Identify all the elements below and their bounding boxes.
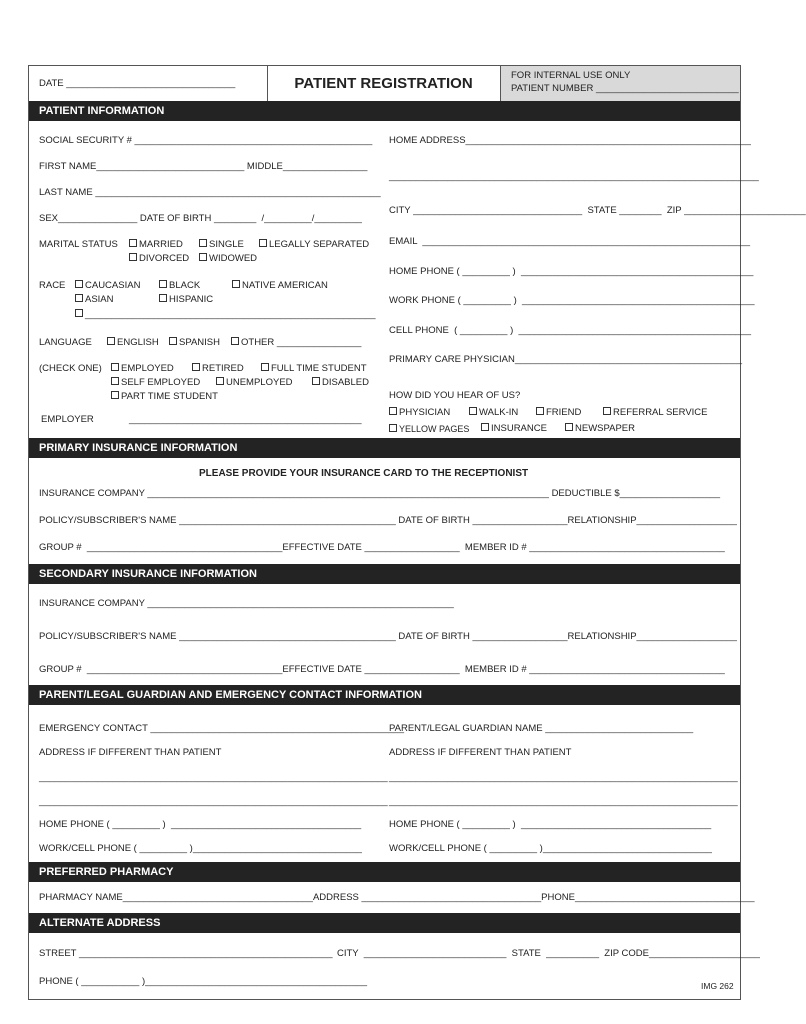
race-label: RACE	[39, 280, 66, 291]
form-title: PATIENT REGISTRATION	[294, 75, 473, 92]
checkbox-icon	[261, 363, 269, 371]
checkbox-icon	[107, 337, 115, 345]
checkbox-icon	[129, 253, 137, 261]
alternate-address-header: ALTERNATE ADDRESS	[29, 913, 740, 933]
address-right-label: ADDRESS IF DIFFERENT THAN PATIENT	[389, 747, 572, 758]
checkbox-icon	[75, 309, 83, 317]
pcp-field[interactable]: PRIMARY CARE PHYSICIAN___________________________________________	[389, 354, 743, 365]
option-yellow-pages[interactable]: YELLOW PAGES	[389, 423, 469, 435]
checkbox-icon	[259, 239, 267, 247]
option-self-employed[interactable]: SELF EMPLOYED	[111, 377, 200, 389]
marital-status-label: MARITAL STATUS	[39, 239, 118, 250]
option-insurance[interactable]: INSURANCE	[481, 423, 547, 435]
secondary-insurance-header: SECONDARY INSURANCE INFORMATION	[29, 564, 740, 584]
option-language-other[interactable]: OTHER ________________	[231, 337, 361, 349]
checkbox-icon	[169, 337, 177, 345]
option-english[interactable]: ENGLISH	[107, 337, 159, 349]
alt-street-field[interactable]: STREET ________________________________________________	[39, 948, 333, 959]
option-newspaper[interactable]: NEWSPAPER	[565, 423, 635, 435]
employer-field[interactable]: ____________________________________________	[129, 414, 362, 425]
option-spanish[interactable]: SPANISH	[169, 337, 220, 349]
option-asian[interactable]: ASIAN	[75, 294, 114, 306]
checkbox-icon	[216, 377, 224, 385]
first-name-field[interactable]: FIRST NAME____________________________ MIDDLE________________	[39, 161, 368, 172]
date-cell	[29, 66, 268, 101]
emergency-work-cell-field[interactable]: WORK/CELL PHONE ( _________ )________________________________	[39, 843, 362, 854]
checkbox-icon	[481, 423, 489, 431]
primary-company-field[interactable]: INSURANCE COMPANY ____________________________________________________________________________ DEDUCTIBLE $___________________	[39, 488, 721, 499]
secondary-policy-field[interactable]: POLICY/SUBSCRIBER'S NAME _________________________________________ DATE OF BIRTH __________________RELATIONSHIP___________________	[39, 631, 737, 642]
option-employed[interactable]: EMPLOYED	[111, 363, 174, 375]
option-disabled[interactable]: DISABLED	[312, 377, 369, 389]
checkbox-icon	[389, 424, 397, 432]
checkbox-icon	[565, 423, 573, 431]
emergency-home-phone-field[interactable]: HOME PHONE ( _________ ) ____________________________________	[39, 819, 362, 830]
option-widowed[interactable]: WIDOWED	[199, 253, 257, 265]
home-address-line2[interactable]: ______________________________________________________________________	[389, 171, 759, 182]
guardian-header: PARENT/LEGAL GUARDIAN AND EMERGENCY CONTACT INFORMATION	[29, 685, 740, 705]
checkbox-icon	[469, 407, 477, 415]
checkbox-icon	[199, 253, 207, 261]
home-address-field[interactable]: HOME ADDRESS______________________________________________________	[389, 135, 751, 146]
secondary-company-field[interactable]: INSURANCE COMPANY __________________________________________________________	[39, 598, 454, 609]
pharmacy-header: PREFERRED PHARMACY	[29, 862, 740, 882]
guardian-home-phone-field[interactable]: HOME PHONE ( _________ ) ____________________________________	[389, 819, 712, 830]
form-code: IMG 262	[701, 981, 734, 991]
email-field[interactable]: EMAIL ______________________________________________________________	[389, 236, 751, 247]
work-phone-field[interactable]: WORK PHONE ( _________ ) ____________________________________________	[389, 295, 755, 306]
city-state-zip-field[interactable]: CITY ________________________________ STATE ________ ZIP _______________________	[389, 205, 806, 216]
checkbox-icon	[536, 407, 544, 415]
option-married[interactable]: MARRIED	[129, 239, 183, 251]
option-legally-separated[interactable]: LEGALLY SEPARATED	[259, 239, 369, 251]
sex-dob-field[interactable]: SEX_______________ DATE OF BIRTH ________ /_________/_________	[39, 213, 362, 224]
option-part-time-student[interactable]: PART TIME STUDENT	[111, 391, 218, 403]
checkbox-icon	[159, 294, 167, 302]
checkbox-icon	[75, 294, 83, 302]
address-left-line2[interactable]: __________________________________________________________________	[39, 796, 388, 807]
check-one-label: (CHECK ONE)	[39, 363, 102, 374]
date-field[interactable]: DATE ________________________________	[39, 78, 236, 89]
checkbox-icon	[603, 407, 611, 415]
home-phone-field[interactable]: HOME PHONE ( _________ ) ____________________________________________	[389, 266, 754, 277]
checkbox-icon	[111, 363, 119, 371]
option-unemployed[interactable]: UNEMPLOYED	[216, 377, 293, 389]
primary-policy-field[interactable]: POLICY/SUBSCRIBER'S NAME _________________________________________ DATE OF BIRTH __________________RELATIONSHIP___________________	[39, 515, 737, 526]
option-divorced[interactable]: DIVORCED	[129, 253, 189, 265]
option-walk-in[interactable]: WALK-IN	[469, 407, 518, 419]
address-left-label: ADDRESS IF DIFFERENT THAN PATIENT	[39, 747, 222, 758]
checkbox-icon	[199, 239, 207, 247]
cell-phone-field[interactable]: CELL PHONE ( _________ ) ____________________________________________	[389, 325, 752, 336]
checkbox-icon	[111, 377, 119, 385]
address-right-line2[interactable]: __________________________________________________________________	[389, 796, 738, 807]
option-single[interactable]: SINGLE	[199, 239, 244, 251]
internal-use-box	[500, 66, 740, 101]
option-hispanic[interactable]: HISPANIC	[159, 294, 213, 306]
address-left-line1[interactable]: __________________________________________________________________	[39, 772, 388, 783]
checkbox-icon	[75, 280, 83, 288]
checkbox-icon	[231, 337, 239, 345]
language-label: LANGUAGE	[39, 337, 92, 348]
address-right-line1[interactable]: __________________________________________________________________	[389, 772, 738, 783]
employer-label: EMPLOYER	[41, 414, 94, 425]
insurance-card-note: PLEASE PROVIDE YOUR INSURANCE CARD TO THE RECEPTIONIST	[199, 468, 529, 479]
alt-city-state-zip-field[interactable]: CITY ___________________________ STATE __________ ZIP CODE_____________________	[337, 948, 760, 959]
checkbox-icon	[111, 391, 119, 399]
option-physician[interactable]: PHYSICIAN	[389, 407, 450, 419]
hear-of-us-label: HOW DID YOU HEAR OF US?	[389, 390, 521, 401]
option-retired[interactable]: RETIRED	[192, 363, 244, 375]
option-black[interactable]: BLACK	[159, 280, 200, 292]
patient-registration-form	[28, 65, 806, 1000]
option-race-other[interactable]: _______________________________________________________	[75, 309, 376, 321]
alt-phone-field[interactable]: PHONE ( ___________ )__________________________________________	[39, 976, 368, 987]
pharmacy-field[interactable]: PHARMACY NAME____________________________________ADDRESS __________________________________PHONE__________________________________	[39, 892, 755, 903]
checkbox-icon	[312, 377, 320, 385]
ssn-field[interactable]: SOCIAL SECURITY # _____________________________________________	[39, 135, 373, 146]
option-caucasian[interactable]: CAUCASIAN	[75, 280, 140, 292]
checkbox-icon	[159, 280, 167, 288]
checkbox-icon	[389, 407, 397, 415]
option-full-time-student[interactable]: FULL TIME STUDENT	[261, 363, 367, 375]
secondary-group-field[interactable]: GROUP # _____________________________________EFFECTIVE DATE __________________ MEMBER ID # _____________________________________	[39, 664, 725, 675]
option-referral-service[interactable]: REFERRAL SERVICE	[603, 407, 708, 419]
guardian-work-cell-field[interactable]: WORK/CELL PHONE ( _________ )________________________________	[389, 843, 712, 854]
checkbox-icon	[232, 280, 240, 288]
patient-number-field[interactable]: PATIENT NUMBER ___________________________	[511, 83, 739, 94]
emergency-contact-field[interactable]: EMERGENCY CONTACT ________________________________________________	[39, 723, 404, 734]
checkbox-icon	[192, 363, 200, 371]
checkbox-icon	[129, 239, 137, 247]
guardian-name-field[interactable]: PARENT/LEGAL GUARDIAN NAME ____________________________	[389, 723, 694, 734]
option-friend[interactable]: FRIEND	[536, 407, 581, 419]
internal-use-label: FOR INTERNAL USE ONLY	[511, 70, 631, 81]
primary-insurance-header: PRIMARY INSURANCE INFORMATION	[29, 438, 740, 458]
primary-group-field[interactable]: GROUP # _____________________________________EFFECTIVE DATE __________________ MEMBER ID # _____________________________________	[39, 542, 725, 553]
patient-info-header: PATIENT INFORMATION	[29, 101, 740, 121]
option-native-american[interactable]: NATIVE AMERICAN	[232, 280, 328, 292]
last-name-field[interactable]: LAST NAME ______________________________________________________	[39, 187, 381, 198]
